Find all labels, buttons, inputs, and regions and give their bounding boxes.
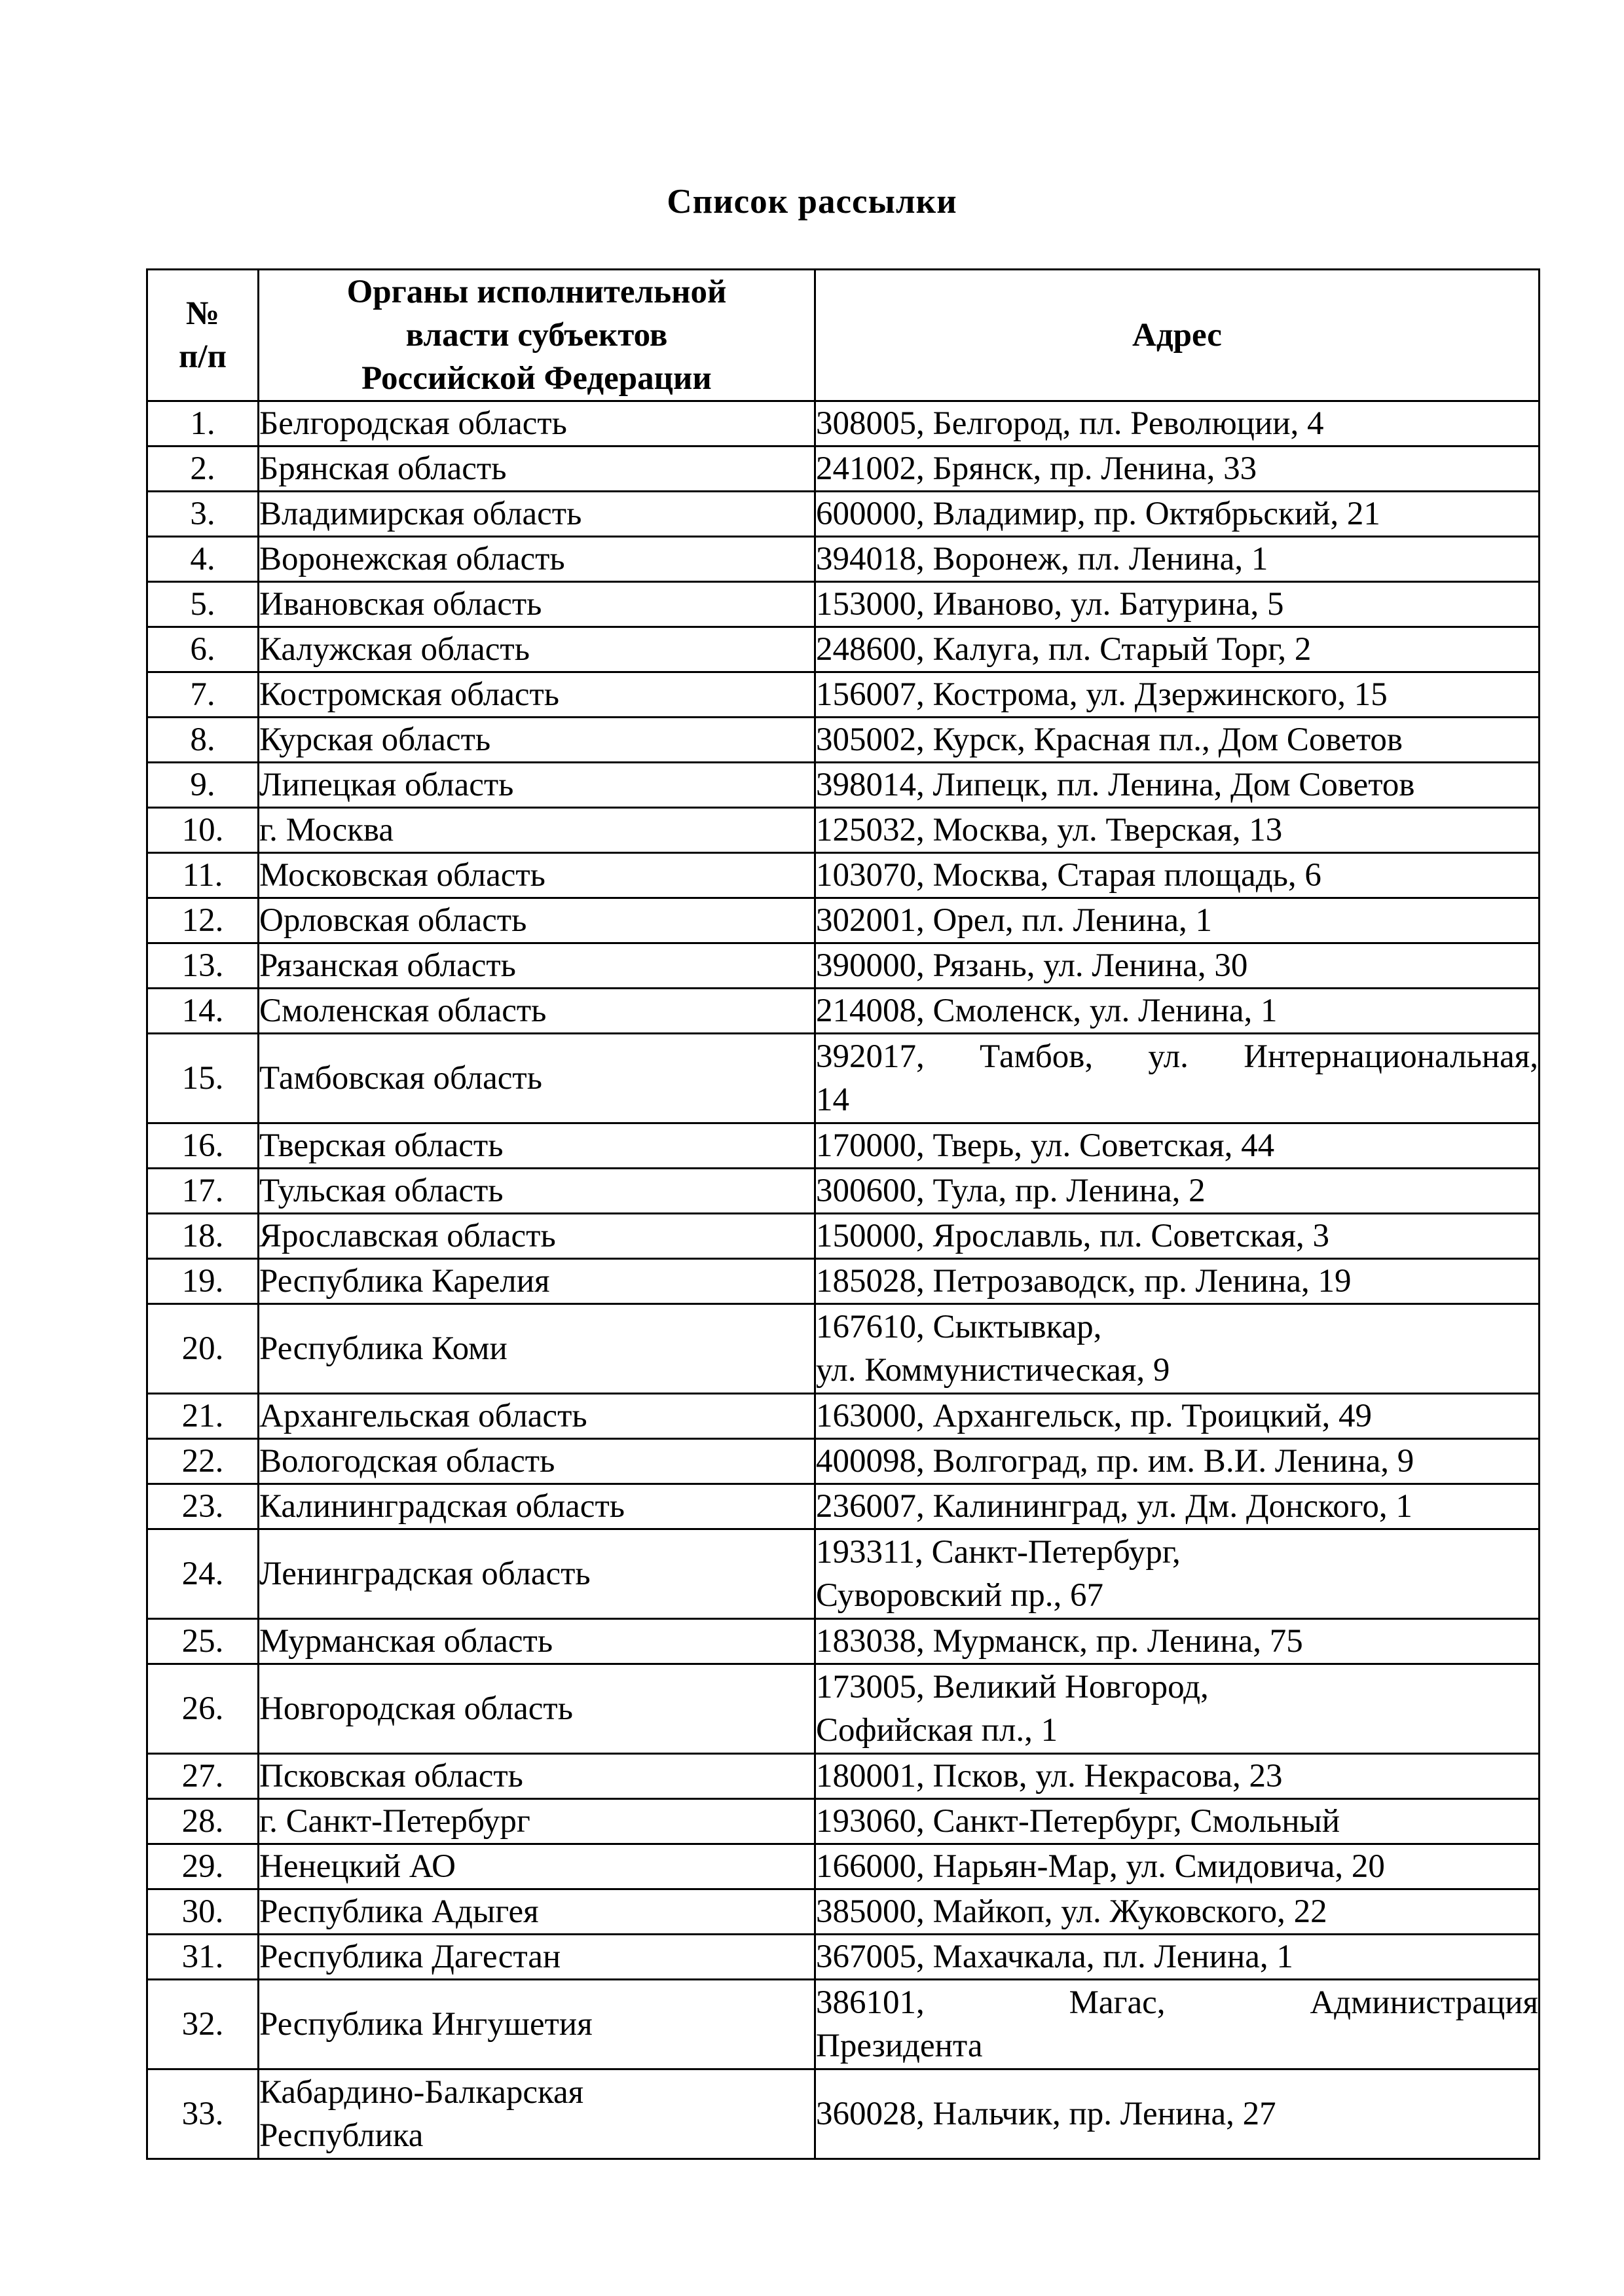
table-row bbox=[147, 627, 1540, 672]
address-line: 180001, Псков, ул. Некрасова, 23 bbox=[816, 1758, 1283, 1795]
table-row bbox=[147, 1304, 1540, 1394]
region-cell bbox=[259, 401, 815, 446]
region-cell bbox=[259, 1935, 815, 1980]
table-row bbox=[147, 582, 1540, 627]
address-line: 125032, Москва, ул. Тверская, 13 bbox=[816, 812, 1283, 848]
region-cell bbox=[259, 1799, 815, 1844]
address-cell bbox=[815, 672, 1540, 718]
header-authority bbox=[259, 270, 815, 401]
region-name: Смоленская область bbox=[259, 993, 547, 1029]
address-cell bbox=[815, 853, 1540, 898]
address-cell bbox=[815, 808, 1540, 853]
address-line: 360028, Нальчик, пр. Ленина, 27 bbox=[816, 2096, 1276, 2132]
region-cell bbox=[259, 718, 815, 763]
table-row bbox=[147, 492, 1540, 537]
region-cell bbox=[259, 2069, 815, 2159]
address-line: 385000, Майкоп, ул. Жуковского, 22 bbox=[816, 1893, 1327, 1930]
address-cell bbox=[815, 1889, 1540, 1935]
address-cell bbox=[815, 763, 1540, 808]
address-line: 150000, Ярославль, пл. Советская, 3 bbox=[816, 1218, 1329, 1254]
row-number: 2. bbox=[147, 446, 259, 492]
region-cell bbox=[259, 1484, 815, 1529]
row-number: 25. bbox=[147, 1619, 259, 1664]
region-cell bbox=[259, 1439, 815, 1484]
address-line: 300600, Тула, пр. Ленина, 2 bbox=[816, 1173, 1206, 1209]
address-cell bbox=[815, 718, 1540, 763]
table-row bbox=[147, 1214, 1540, 1259]
address-line: 14 bbox=[816, 1082, 849, 1118]
address-line: 193060, Санкт-Петербург, Смольный bbox=[816, 1803, 1340, 1840]
address-cell bbox=[815, 989, 1540, 1034]
address-cell bbox=[815, 1484, 1540, 1529]
header-number-line: п/п bbox=[179, 338, 227, 375]
table-row bbox=[147, 1259, 1540, 1304]
address-cell bbox=[815, 1214, 1540, 1259]
row-number: 10. bbox=[147, 808, 259, 853]
row-number: 13. bbox=[147, 943, 259, 989]
address-cell bbox=[815, 1529, 1540, 1619]
address-cell bbox=[815, 1304, 1540, 1394]
address-cell bbox=[815, 898, 1540, 943]
region-name: Ивановская область bbox=[259, 586, 542, 623]
address-line: ул. Коммунистическая, 9 bbox=[816, 1352, 1170, 1389]
region-cell bbox=[259, 1394, 815, 1439]
row-number: 20. bbox=[147, 1304, 259, 1394]
address-line: 156007, Кострома, ул. Дзержинского, 15 bbox=[816, 676, 1388, 713]
address-line: 236007, Калининград, ул. Дм. Донского, 1 bbox=[816, 1488, 1412, 1525]
row-number: 28. bbox=[147, 1799, 259, 1844]
region-cell bbox=[259, 1664, 815, 1754]
table-row bbox=[147, 718, 1540, 763]
row-number: 6. bbox=[147, 627, 259, 672]
row-number: 19. bbox=[147, 1259, 259, 1304]
table-row bbox=[147, 1935, 1540, 1980]
address-line: 302001, Орел, пл. Ленина, 1 bbox=[816, 902, 1213, 939]
header-number bbox=[147, 270, 259, 401]
table-row bbox=[147, 1394, 1540, 1439]
region-cell bbox=[259, 582, 815, 627]
region-name: Псковская область bbox=[259, 1758, 523, 1795]
region-name: Калужская область bbox=[259, 631, 530, 668]
header-authority-line: Органы исполнительной bbox=[346, 274, 727, 310]
region-name: Владимирская область bbox=[259, 496, 582, 532]
row-number: 23. bbox=[147, 1484, 259, 1529]
address-cell bbox=[815, 2069, 1540, 2159]
table-header-row bbox=[147, 270, 1540, 401]
address-line: 166000, Нарьян-Мар, ул. Смидовича, 20 bbox=[816, 1848, 1385, 1885]
table-row bbox=[147, 401, 1540, 446]
region-cell bbox=[259, 1980, 815, 2069]
address-line: 103070, Москва, Старая площадь, 6 bbox=[816, 857, 1321, 894]
address-cell bbox=[815, 1259, 1540, 1304]
address-line: 600000, Владимир, пр. Октябрьский, 21 bbox=[816, 496, 1380, 532]
region-name: Республика Коми bbox=[259, 1330, 507, 1367]
region-name: Воронежская область bbox=[259, 541, 565, 577]
table-row bbox=[147, 1169, 1540, 1214]
address-line: 241002, Брянск, пр. Ленина, 33 bbox=[816, 450, 1257, 487]
table-row bbox=[147, 1034, 1540, 1123]
table-row bbox=[147, 808, 1540, 853]
address-line: Президента bbox=[816, 2028, 983, 2064]
region-name: Ленинградская область bbox=[259, 1556, 591, 1592]
table-row bbox=[147, 1529, 1540, 1619]
region-name: Республика bbox=[259, 2117, 424, 2154]
address-line: 167610, Сыктывкар, bbox=[816, 1309, 1102, 1345]
row-number: 30. bbox=[147, 1889, 259, 1935]
region-cell bbox=[259, 627, 815, 672]
region-name: Республика Ингушетия bbox=[259, 2006, 593, 2043]
table-row bbox=[147, 1123, 1540, 1169]
region-name: Курская область bbox=[259, 721, 491, 758]
row-number: 14. bbox=[147, 989, 259, 1034]
region-name: Республика Адыгея bbox=[259, 1893, 539, 1930]
address-line: 170000, Тверь, ул. Советская, 44 bbox=[816, 1127, 1275, 1164]
region-cell bbox=[259, 1889, 815, 1935]
address-line: 308005, Белгород, пл. Революции, 4 bbox=[816, 405, 1324, 442]
region-name: Вологодская область bbox=[259, 1443, 555, 1480]
region-name: Липецкая область bbox=[259, 767, 514, 803]
row-number: 24. bbox=[147, 1529, 259, 1619]
region-name: Рязанская область bbox=[259, 947, 516, 984]
region-cell bbox=[259, 537, 815, 582]
row-number: 22. bbox=[147, 1439, 259, 1484]
region-name: Тамбовская область bbox=[259, 1060, 542, 1097]
address-line: 386101, Магас, Администрация bbox=[816, 1984, 1538, 2021]
row-number: 26. bbox=[147, 1664, 259, 1754]
mailing-list-table bbox=[146, 268, 1540, 2160]
address-cell bbox=[815, 1844, 1540, 1889]
address-line: 367005, Махачкала, пл. Ленина, 1 bbox=[816, 1939, 1293, 1975]
table-row bbox=[147, 1484, 1540, 1529]
table-row bbox=[147, 537, 1540, 582]
address-cell bbox=[815, 446, 1540, 492]
region-cell bbox=[259, 492, 815, 537]
region-name: Архангельская область bbox=[259, 1398, 587, 1434]
region-cell bbox=[259, 808, 815, 853]
table-row bbox=[147, 1844, 1540, 1889]
address-cell bbox=[815, 1754, 1540, 1799]
address-cell bbox=[815, 627, 1540, 672]
address-cell bbox=[815, 582, 1540, 627]
address-cell bbox=[815, 1664, 1540, 1754]
region-cell bbox=[259, 1123, 815, 1169]
address-cell bbox=[815, 1123, 1540, 1169]
header-number-line: № bbox=[185, 295, 220, 332]
page-title: Список рассылки bbox=[667, 183, 957, 221]
row-number: 8. bbox=[147, 718, 259, 763]
table-row bbox=[147, 1889, 1540, 1935]
region-name: Новгородская область bbox=[259, 1690, 573, 1727]
table-row bbox=[147, 763, 1540, 808]
address-line: 173005, Великий Новгород, bbox=[816, 1669, 1209, 1705]
row-number: 1. bbox=[147, 401, 259, 446]
region-cell bbox=[259, 1844, 815, 1889]
row-number: 7. bbox=[147, 672, 259, 718]
region-cell bbox=[259, 1304, 815, 1394]
row-number: 32. bbox=[147, 1980, 259, 2069]
region-name: Московская область bbox=[259, 857, 545, 894]
table-body bbox=[147, 401, 1540, 2159]
table-row bbox=[147, 1799, 1540, 1844]
row-number: 9. bbox=[147, 763, 259, 808]
row-number: 33. bbox=[147, 2069, 259, 2159]
address-line: 163000, Архангельск, пр. Троицкий, 49 bbox=[816, 1398, 1373, 1434]
table-row bbox=[147, 853, 1540, 898]
address-line: 400098, Волгоград, пр. им. В.И. Ленина, 9 bbox=[816, 1443, 1414, 1480]
address-cell bbox=[815, 1799, 1540, 1844]
table-row bbox=[147, 1664, 1540, 1754]
header-authority-line: Российской Федерации bbox=[361, 360, 712, 397]
region-name: Тверская область bbox=[259, 1127, 504, 1164]
row-number: 21. bbox=[147, 1394, 259, 1439]
region-name: Брянская область bbox=[259, 450, 507, 487]
address-line: 214008, Смоленск, ул. Ленина, 1 bbox=[816, 993, 1278, 1029]
address-line: 185028, Петрозаводск, пр. Ленина, 19 bbox=[816, 1263, 1352, 1300]
region-cell bbox=[259, 446, 815, 492]
row-number: 31. bbox=[147, 1935, 259, 1980]
address-cell bbox=[815, 401, 1540, 446]
address-line: 398014, Липецк, пл. Ленина, Дом Советов bbox=[816, 767, 1415, 803]
row-number: 29. bbox=[147, 1844, 259, 1889]
address-line: 248600, Калуга, пл. Старый Торг, 2 bbox=[816, 631, 1312, 668]
region-name: Ненецкий АО bbox=[259, 1848, 456, 1885]
address-line: 394018, Воронеж, пл. Ленина, 1 bbox=[816, 541, 1268, 577]
table-row bbox=[147, 989, 1540, 1034]
region-cell bbox=[259, 1214, 815, 1259]
address-line: 390000, Рязань, ул. Ленина, 30 bbox=[816, 947, 1248, 984]
row-number: 17. bbox=[147, 1169, 259, 1214]
table-row bbox=[147, 446, 1540, 492]
region-cell bbox=[259, 1034, 815, 1123]
region-name: г. Москва bbox=[259, 812, 394, 848]
address-line: 153000, Иваново, ул. Батурина, 5 bbox=[816, 586, 1284, 623]
address-cell bbox=[815, 1619, 1540, 1664]
address-cell bbox=[815, 943, 1540, 989]
row-number: 4. bbox=[147, 537, 259, 582]
table-row bbox=[147, 2069, 1540, 2159]
address-line: 183038, Мурманск, пр. Ленина, 75 bbox=[816, 1623, 1303, 1660]
region-cell bbox=[259, 1259, 815, 1304]
header-authority-line: власти субъектов bbox=[405, 317, 668, 354]
region-name: Тульская область bbox=[259, 1173, 504, 1209]
region-cell bbox=[259, 898, 815, 943]
row-number: 27. bbox=[147, 1754, 259, 1799]
table-row bbox=[147, 943, 1540, 989]
region-cell bbox=[259, 943, 815, 989]
region-name: Белгородская область bbox=[259, 405, 567, 442]
region-name: Республика Дагестан bbox=[259, 1939, 561, 1975]
region-name: Калининградская область bbox=[259, 1488, 625, 1525]
address-cell bbox=[815, 492, 1540, 537]
row-number: 18. bbox=[147, 1214, 259, 1259]
row-number: 11. bbox=[147, 853, 259, 898]
region-name: Кабардино-Балкарская bbox=[259, 2074, 584, 2111]
address-cell bbox=[815, 1980, 1540, 2069]
address-line: Суворовский пр., 67 bbox=[816, 1577, 1104, 1614]
region-name: Костромская область bbox=[259, 676, 560, 713]
address-cell bbox=[815, 1439, 1540, 1484]
table-row bbox=[147, 1980, 1540, 2069]
row-number: 15. bbox=[147, 1034, 259, 1123]
region-cell bbox=[259, 763, 815, 808]
region-name: Ярославская область bbox=[259, 1218, 556, 1254]
region-name: г. Санкт-Петербург bbox=[259, 1803, 530, 1840]
table-row bbox=[147, 898, 1540, 943]
address-cell bbox=[815, 1169, 1540, 1214]
address-cell bbox=[815, 1034, 1540, 1123]
region-name: Республика Карелия bbox=[259, 1263, 550, 1300]
region-cell bbox=[259, 1169, 815, 1214]
region-cell bbox=[259, 1754, 815, 1799]
table-row bbox=[147, 1439, 1540, 1484]
table-row bbox=[147, 1754, 1540, 1799]
region-cell bbox=[259, 672, 815, 718]
region-cell bbox=[259, 989, 815, 1034]
region-cell bbox=[259, 853, 815, 898]
address-line: Софийская пл., 1 bbox=[816, 1712, 1058, 1749]
address-line: 193311, Санкт-Петербург, bbox=[816, 1534, 1181, 1571]
header-address: Адрес bbox=[815, 270, 1540, 401]
address-cell bbox=[815, 537, 1540, 582]
row-number: 5. bbox=[147, 582, 259, 627]
region-name: Орловская область bbox=[259, 902, 527, 939]
table-row bbox=[147, 672, 1540, 718]
table-row bbox=[147, 1619, 1540, 1664]
row-number: 3. bbox=[147, 492, 259, 537]
region-cell bbox=[259, 1529, 815, 1619]
address-cell bbox=[815, 1935, 1540, 1980]
address-cell bbox=[815, 1394, 1540, 1439]
row-number: 12. bbox=[147, 898, 259, 943]
row-number: 16. bbox=[147, 1123, 259, 1169]
address-line: 305002, Курск, Красная пл., Дом Советов bbox=[816, 721, 1403, 758]
address-line: 392017, Тамбов, ул. Интернациональная, bbox=[816, 1038, 1538, 1075]
region-name: Мурманская область bbox=[259, 1623, 553, 1660]
region-cell bbox=[259, 1619, 815, 1664]
